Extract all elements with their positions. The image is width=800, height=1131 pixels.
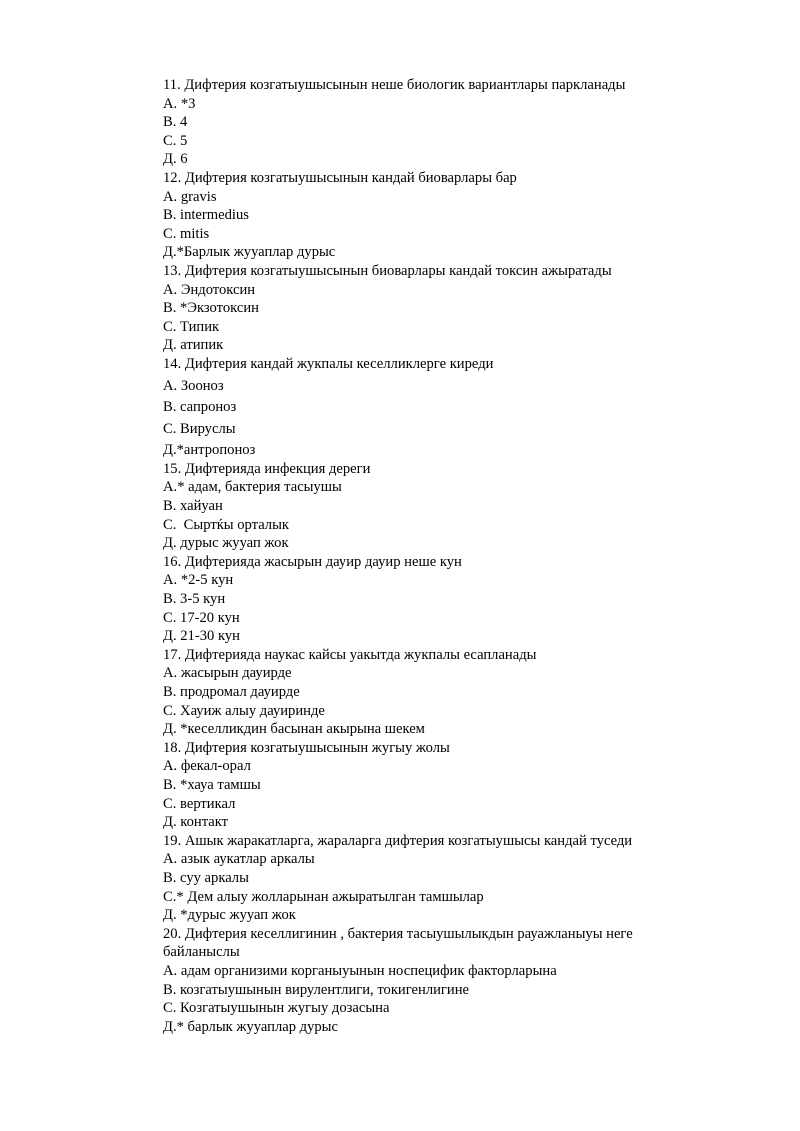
option-17-c: С. Хауиж алыу дауиринде [163,702,325,719]
option-13-a: А. Эндотоксин [163,281,256,298]
document-page [163,76,723,1036]
question-20: 20. Дифтерия кеселлигинин , бактерия тасыушылыкдын рауажланыуы неге байланыслы [163,925,633,961]
option-20-d: Д.* барлык жууаплар дурыс [163,1018,338,1035]
option-13-c: С. Типик [163,318,220,335]
option-18-d: Д. контакт [163,814,229,831]
option-15-d: Д. дурыс жууап жок [163,535,289,552]
option-17-d: Д. *кеселликдин басынан акырына шекем [163,721,425,738]
question-16: 16. Дифтерияда жасырын дауир дауир неше кун [163,553,462,570]
option-11-d: Д. 6 [163,151,188,168]
option-14-b: В. сапроноз [163,399,237,416]
option-20-b: В. козгатыушынын вирулентлиги, токигенлигине [163,981,469,998]
option-12-d: Д.*Барлык жууаплар дурыс [163,244,336,261]
option-13-b: В. *Экзотоксин [163,300,259,317]
option-12-b: В. intermedius [163,207,249,224]
option-14-a: А. Зооноз [163,377,224,394]
option-20-a: А. адам организими корганыуынын носпецифик факторларына [163,962,557,979]
option-13-d: Д. атипик [163,337,224,354]
question-19: 19. Ашык жаракатларга, жараларга дифтерия козгатыушысы кандай туседи [163,832,633,849]
option-11-c: С. 5 [163,132,188,149]
option-17-a: А. жасырын дауирде [163,665,292,682]
option-16-b: В. 3-5 кун [163,591,226,608]
question-15: 15. Дифтерияда инфекция дереги [163,460,371,477]
option-11-a: А. *3 [163,95,196,112]
question-11: 11. Дифтерия козгатыушысынын неше биологик вариантлары паркланады [163,77,626,93]
option-16-c: С. 17-20 кун [163,609,240,626]
question-12: 12. Дифтерия козгатыушысынын кандай биоварлары бар [163,169,517,186]
option-20-c: С. Козгатыушынын жугыу дозасына [163,1000,390,1017]
question-17: 17. Дифтерияда наукас кайсы уакытда жукпалы есапланады [163,646,537,663]
option-18-b: В. *хауа тамшы [163,776,261,793]
question-18: 18. Дифтерия козгатыушысынын жугыу жолы [163,739,450,756]
option-16-d: Д. 21-30 кун [163,628,240,645]
option-11-b: В. 4 [163,114,188,131]
option-12-a: А. gravis [163,188,217,205]
option-15-c: С. Сыртќы орталык [163,516,289,533]
question-14: 14. Дифтерия кандай жукпалы кеселликлерге киреди [163,355,494,372]
option-18-c: С. вертикал [163,795,236,812]
option-15-a: А.* адам, бактерия тасыушы [163,479,342,496]
option-14-d: Д.*антропоноз [163,442,256,459]
option-14-c: С. Вируслы [163,420,236,437]
option-17-b: В. продромал дауирде [163,684,300,700]
option-19-c: С.* Дем алыу жолларынан ажыратылган тамшылар [163,888,484,905]
option-19-d: Д. *дурыс жууап жок [163,907,296,924]
question-13: 13. Дифтерия козгатыушысынын биоварлары кандай токсин ажыратады [163,262,612,279]
option-15-b: В. хайуан [163,498,223,515]
option-19-b: В. суу аркалы [163,869,249,886]
option-12-c: С. mitis [163,225,210,242]
option-19-a: А. азык аукатлар аркалы [163,851,315,868]
option-18-a: А. фекал-орал [163,758,251,775]
option-16-a: А. *2-5 кун [163,572,234,589]
